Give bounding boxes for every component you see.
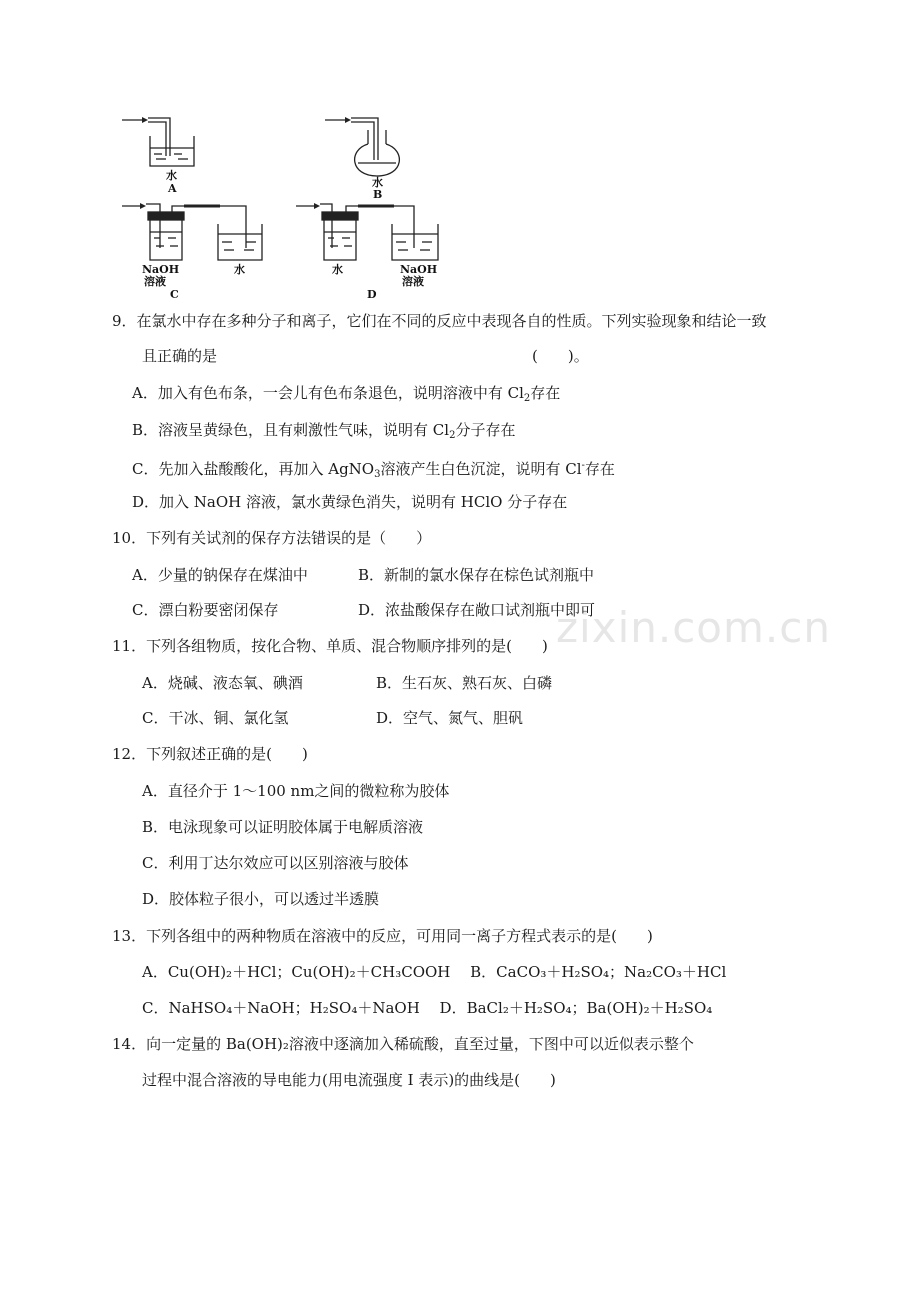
apparatus-figure bbox=[110, 108, 470, 303]
q9-option-c: C．先加入盐酸酸化，再加入 AgNO$_3$溶液产生白色沉淀，说明有 Cl-存在 bbox=[132, 460, 615, 480]
label-c-beaker: 水 bbox=[234, 263, 245, 276]
q12-option-a: A．直径介于 1～100 nm之间的微粒称为胶体 bbox=[142, 782, 450, 800]
label-d-bottle: 水 bbox=[332, 263, 343, 276]
apparatus-diagram bbox=[110, 108, 470, 303]
label-b-letter: B bbox=[373, 188, 383, 201]
q9-option-b: B．溶液呈黄绿色，且有刺激性气味，说明有 $Cl_2$分子存在 bbox=[132, 421, 516, 441]
q9-answer-blank: ( )。 bbox=[532, 347, 589, 365]
q13-options-cd: C．NaHSO₄＋NaOH；H₂SO₄＋NaOH D．BaCl₂＋H₂SO₄；Ba(OH)₂＋H₂SO₄ bbox=[142, 999, 713, 1017]
label-d-beaker-1: NaOH bbox=[400, 263, 438, 276]
q14-stem-line1: 14．向一定量的 Ba(OH)₂溶液中逐滴加入稀硫酸，直至过量，下图中可以近似表示整个 bbox=[112, 1035, 694, 1053]
q14-stem-line2: 过程中混合溶液的导电能力(用电流强度 I 表示)的曲线是( ) bbox=[142, 1071, 556, 1089]
q12-stem: 12．下列叙述正确的是( ) bbox=[112, 745, 308, 763]
q10-stem: 10．下列有关试剂的保存方法错误的是（ ） bbox=[112, 529, 432, 547]
q9-stem-line2: 且正确的是 bbox=[142, 347, 218, 365]
q12-option-d: D．胶体粒子很小，可以透过半透膜 bbox=[142, 890, 380, 908]
q11-option-c: C．干冰、铜、氯化氢 bbox=[142, 709, 289, 727]
label-c-bottle-1: NaOH bbox=[142, 263, 180, 276]
q11-option-d: D．空气、氮气、胆矾 bbox=[376, 709, 524, 727]
q10-option-a: A．少量的钠保存在煤油中 bbox=[132, 566, 308, 584]
q10-option-c: C．漂白粉要密闭保存 bbox=[132, 601, 279, 619]
q9-stem-line1: 9．在氯水中存在多种分子和离子，它们在不同的反应中表现各自的性质。下列实验现象和结论一致 bbox=[112, 312, 767, 330]
q11-stem: 11．下列各组物质，按化合物、单质、混合物顺序排列的是( ) bbox=[112, 637, 548, 655]
q9-option-d: D．加入 NaOH 溶液，氯水黄绿色消失，说明有 HClO 分子存在 bbox=[132, 493, 568, 511]
q12-option-c: C．利用丁达尔效应可以区别溶液与胶体 bbox=[142, 854, 409, 872]
q11-option-b: B．生石灰、熟石灰、白磷 bbox=[376, 674, 553, 692]
watermark: zixin.com.cn bbox=[556, 603, 831, 652]
q10-option-b: B．新制的氯水保存在棕色试剂瓶中 bbox=[358, 566, 595, 584]
label-d-letter: D bbox=[367, 288, 377, 301]
label-a-liquid: 水 bbox=[166, 169, 177, 182]
label-b-liquid: 水 bbox=[372, 176, 383, 189]
q13-options-ab: A．Cu(OH)₂＋HCl；Cu(OH)₂＋CH₃COOH B．CaCO₃＋H₂SO₄；Na₂CO₃＋HCl bbox=[142, 963, 727, 981]
q9-option-a: A．加入有色布条，一会儿有色布条退色，说明溶液中有 $Cl_2$存在 bbox=[132, 384, 561, 404]
label-c-bottle-2: 溶液 bbox=[144, 275, 166, 288]
q13-stem: 13．下列各组中的两种物质在溶液中的反应，可用同一离子方程式表示的是( ) bbox=[112, 927, 653, 945]
label-c-letter: C bbox=[170, 288, 179, 301]
label-a-letter: A bbox=[168, 182, 177, 195]
label-d-beaker-2: 溶液 bbox=[402, 275, 424, 288]
q11-option-a: A．烧碱、液态氧、碘酒 bbox=[142, 674, 303, 692]
q10-option-d: D．浓盐酸保存在敞口试剂瓶中即可 bbox=[358, 601, 596, 619]
q12-option-b: B．电泳现象可以证明胶体属于电解质溶液 bbox=[142, 818, 424, 836]
